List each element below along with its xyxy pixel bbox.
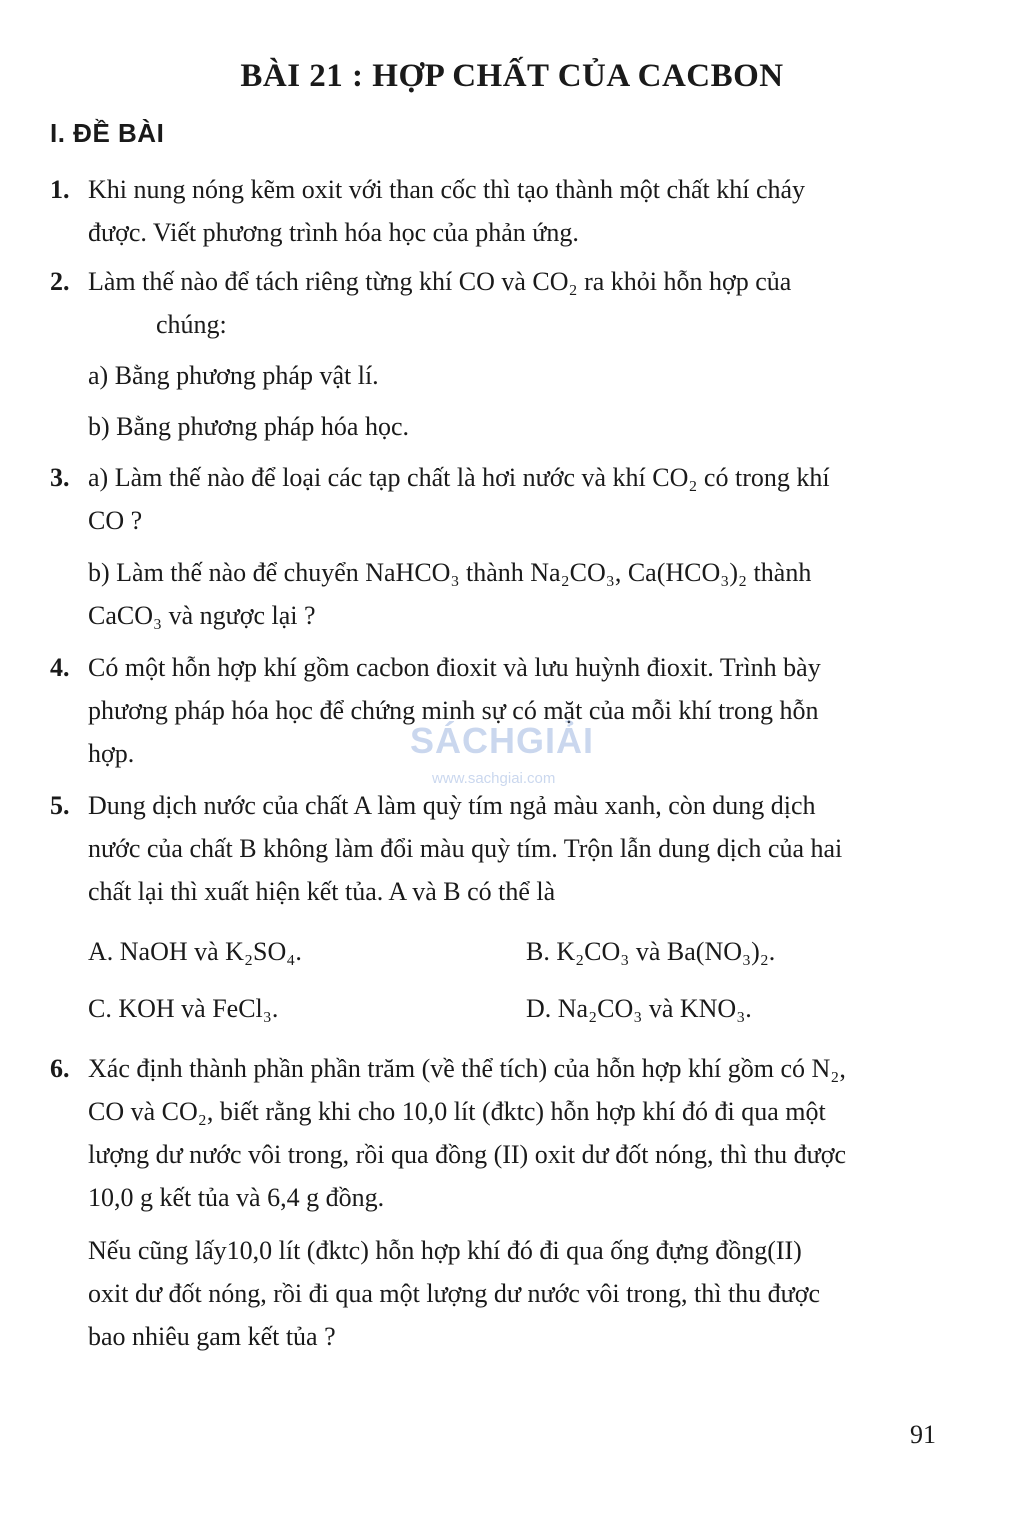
question-line: a) Làm thế nào để loại các tạp chất là hơi nước và khí CO₂ có trong khí bbox=[88, 463, 830, 492]
lesson-title: BÀI 21 : HỢP CHẤT CỦA CACBON bbox=[240, 58, 784, 94]
question-line: hợp. bbox=[88, 739, 135, 768]
question-line: Xác định thành phần phần trăm (về thể tích) của hỗn hợp khí gồm có N₂, bbox=[88, 1054, 846, 1083]
question-number: 4. bbox=[50, 653, 70, 682]
question-line: chất lại thì xuất hiện kết tủa. A và B có thể là bbox=[88, 877, 556, 906]
question-number: 1. bbox=[50, 175, 70, 204]
question-line: bao nhiêu gam kết tủa ? bbox=[88, 1322, 336, 1351]
question-1 bbox=[50, 168, 940, 254]
watermark-url: www.sachgiai.com bbox=[432, 770, 556, 787]
question-2 bbox=[50, 260, 940, 346]
question-line: lượng dư nước vôi trong, rồi qua đồng (II) oxit dư đốt nóng, thì thu được bbox=[88, 1140, 847, 1169]
question-number: 3. bbox=[50, 463, 70, 492]
option-c: C. KOH và FeCl₃. bbox=[88, 994, 279, 1023]
option-d: D. Na₂CO₃ và KNO₃. bbox=[526, 994, 752, 1023]
question-line: được. Viết phương trình hóa học của phản ứng. bbox=[88, 218, 579, 247]
question-line: Khi nung nóng kẽm oxit với than cốc thì tạo thành một chất khí cháy bbox=[88, 175, 806, 204]
question-line: chúng: bbox=[156, 310, 227, 339]
watermark-logo: SÁCHGIẢI bbox=[410, 720, 595, 761]
question-3-part-b bbox=[88, 551, 940, 637]
question-line: Nếu cũng lấy10,0 lít (đktc) hỗn hợp khí đó đi qua ống đựng đồng(II) bbox=[88, 1236, 802, 1265]
option-a: A. NaOH và K₂SO₄. bbox=[88, 937, 302, 966]
question-line: 10,0 g kết tủa và 6,4 g đồng. bbox=[88, 1183, 385, 1212]
question-line: CO ? bbox=[88, 506, 143, 535]
watermark bbox=[410, 720, 620, 800]
question-line: CaCO₃ và ngược lại ? bbox=[88, 601, 316, 630]
question-number: 2. bbox=[50, 267, 70, 296]
question-line: b) Làm thế nào để chuyển NaHCO₃ thành Na₂CO₃, Ca(HCO₃)₂ thành bbox=[88, 558, 812, 587]
option-b: B. K₂CO₃ và Ba(NO₃)₂. bbox=[526, 937, 776, 966]
question-number: 5. bbox=[50, 791, 70, 820]
question-3 bbox=[50, 456, 940, 542]
question-line: oxit dư đốt nóng, rồi đi qua một lượng dư nước vôi trong, thì thu được bbox=[88, 1279, 821, 1308]
question-5 bbox=[50, 784, 940, 913]
question-line: Có một hỗn hợp khí gồm cacbon đioxit và lưu huỳnh đioxit. Trình bày bbox=[88, 653, 821, 682]
question-line: Làm thế nào để tách riêng từng khí CO và CO₂ ra khỏi hỗn hợp của bbox=[88, 267, 792, 296]
question-line: Dung dịch nước của chất A làm quỳ tím ngả màu xanh, còn dung dịch bbox=[88, 791, 816, 820]
question-number: 6. bbox=[50, 1054, 70, 1083]
question-2-part-a: a) Bằng phương pháp vật lí. bbox=[88, 361, 379, 390]
question-line: CO và CO₂, biết rằng khi cho 10,0 lít (đktc) hỗn hợp khí đó đi qua một bbox=[88, 1097, 826, 1126]
question-line: nước của chất B không làm đổi màu quỳ tím. Trộn lẫn dung dịch của hai bbox=[88, 834, 843, 863]
question-line: phương pháp hóa học để chứng minh sự có mặt của mỗi khí trong hỗn bbox=[88, 696, 819, 725]
question-6 bbox=[50, 1047, 940, 1219]
section-heading: I. ĐỀ BÀI bbox=[50, 118, 165, 148]
question-2-part-b: b) Bằng phương pháp hóa học. bbox=[88, 412, 410, 441]
question-6-paragraph-2 bbox=[88, 1229, 940, 1358]
page-number: 91 bbox=[910, 1420, 936, 1449]
